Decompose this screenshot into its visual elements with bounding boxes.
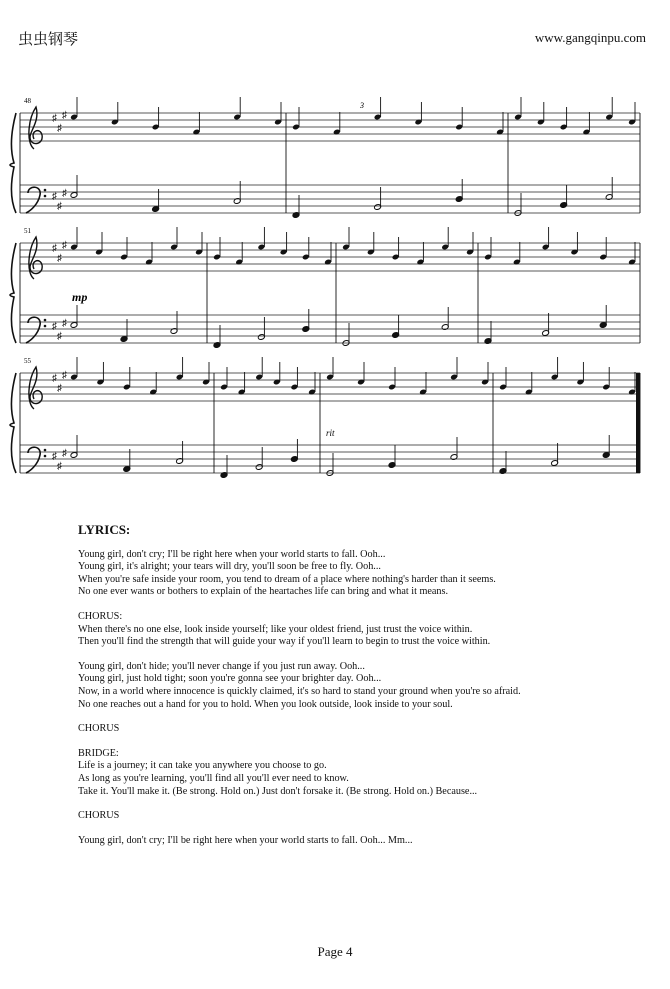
score-system [10, 227, 640, 348]
lyric-line: Young girl, don't cry; I'll be right here when your world starts to fall. Ooh... Mm... [78, 834, 413, 846]
stanza-gap [78, 711, 638, 723]
measure-number-55: 55 [24, 357, 31, 365]
svg-text:♯: ♯ [57, 201, 62, 212]
svg-text:♯: ♯ [62, 318, 67, 329]
svg-text:♯: ♯ [52, 373, 57, 384]
svg-text:♯: ♯ [52, 113, 57, 124]
svg-text:♯: ♯ [57, 461, 62, 472]
svg-text:♯: ♯ [62, 188, 67, 199]
lyric-line: No one reaches out a hand for you to hold. When you look outside, look inside to your soul. [78, 698, 453, 710]
stanza-gap [78, 736, 638, 748]
svg-text:♯: ♯ [62, 370, 67, 381]
stanza-gap [78, 823, 638, 835]
lyric-line: Young girl, don't cry; I'll be right here when your world starts to fall. Ooh... [78, 548, 386, 560]
svg-text:♯: ♯ [52, 451, 57, 462]
site-url[interactable]: www.gangqinpu.com [534, 30, 646, 45]
dynamic-marking: mp [72, 290, 88, 304]
lyrics-title: LYRICS: [78, 522, 131, 537]
svg-text:♯: ♯ [52, 321, 57, 332]
lyric-line: Young girl, it's alright; your tears will dry, you'll soon be free to fly. Ooh... [78, 561, 381, 573]
lyric-line: Young girl, don't hide; you'll never change if you just run away. Ooh... [78, 660, 365, 672]
lyric-line: CHORUS [78, 723, 120, 735]
lyric-line: Young girl, just hold tight; soon you're gonna see your brighter day. Ooh... [78, 673, 382, 685]
lyric-line: Life is a journey; it can take you anywhere you choose to go. [78, 760, 327, 772]
lyric-line: Take it. You'll make it. (Be strong. Hold on.) Just don't forsake it. (Be strong. Hold on.) Because... [78, 785, 478, 797]
lyric-line: Now, in a world where innocence is quickly claimed, it's so hard to stand your ground when you're so afraid. [78, 685, 521, 697]
stanza-gap [78, 798, 638, 810]
site-name: 虫虫钢琴 [18, 32, 79, 48]
measure-number-48: 48 [24, 97, 31, 105]
svg-text:♯: ♯ [52, 243, 57, 254]
lyric-line: No one ever wants or bothers to explain of the heartaches life can bring and what it means. [78, 586, 449, 598]
score-system [10, 97, 640, 218]
page-number: Page 4 [317, 944, 353, 959]
svg-text:♯: ♯ [57, 123, 62, 134]
stanza-gap [78, 599, 638, 611]
svg-text:♯: ♯ [57, 331, 62, 342]
svg-text:♯: ♯ [57, 383, 62, 394]
svg-text:♯: ♯ [52, 191, 57, 202]
tempo-marking: rit [326, 428, 335, 438]
lyrics-section [78, 524, 638, 847]
lyric-line: Then you'll find the strength that will guide your way if you'll learn to begin to trust the voice within. [78, 636, 491, 648]
lyric-line: CHORUS: [78, 610, 123, 622]
svg-text:♯: ♯ [62, 110, 67, 121]
lyric-line: When there's no one else, look inside yourself; like your oldest friend, just trust the voice within. [78, 623, 473, 635]
svg-text:♯: ♯ [62, 240, 67, 251]
measure-number-51: 51 [24, 227, 31, 235]
lyric-line: BRIDGE: [78, 747, 119, 759]
lyrics-body [78, 549, 638, 848]
tuplet-marking: 3 [360, 101, 364, 110]
score-system [10, 357, 640, 478]
lyric-line: When you're safe inside your room, you tend to dream of a place where nothing's harder than it seems. [78, 573, 496, 585]
lyric-line: CHORUS [78, 810, 120, 822]
svg-text:♯: ♯ [62, 448, 67, 459]
stanza-gap [78, 649, 638, 661]
svg-text:♯: ♯ [57, 253, 62, 264]
lyric-line: As long as you're learning, you'll find all you'll ever need to know. [78, 772, 349, 784]
